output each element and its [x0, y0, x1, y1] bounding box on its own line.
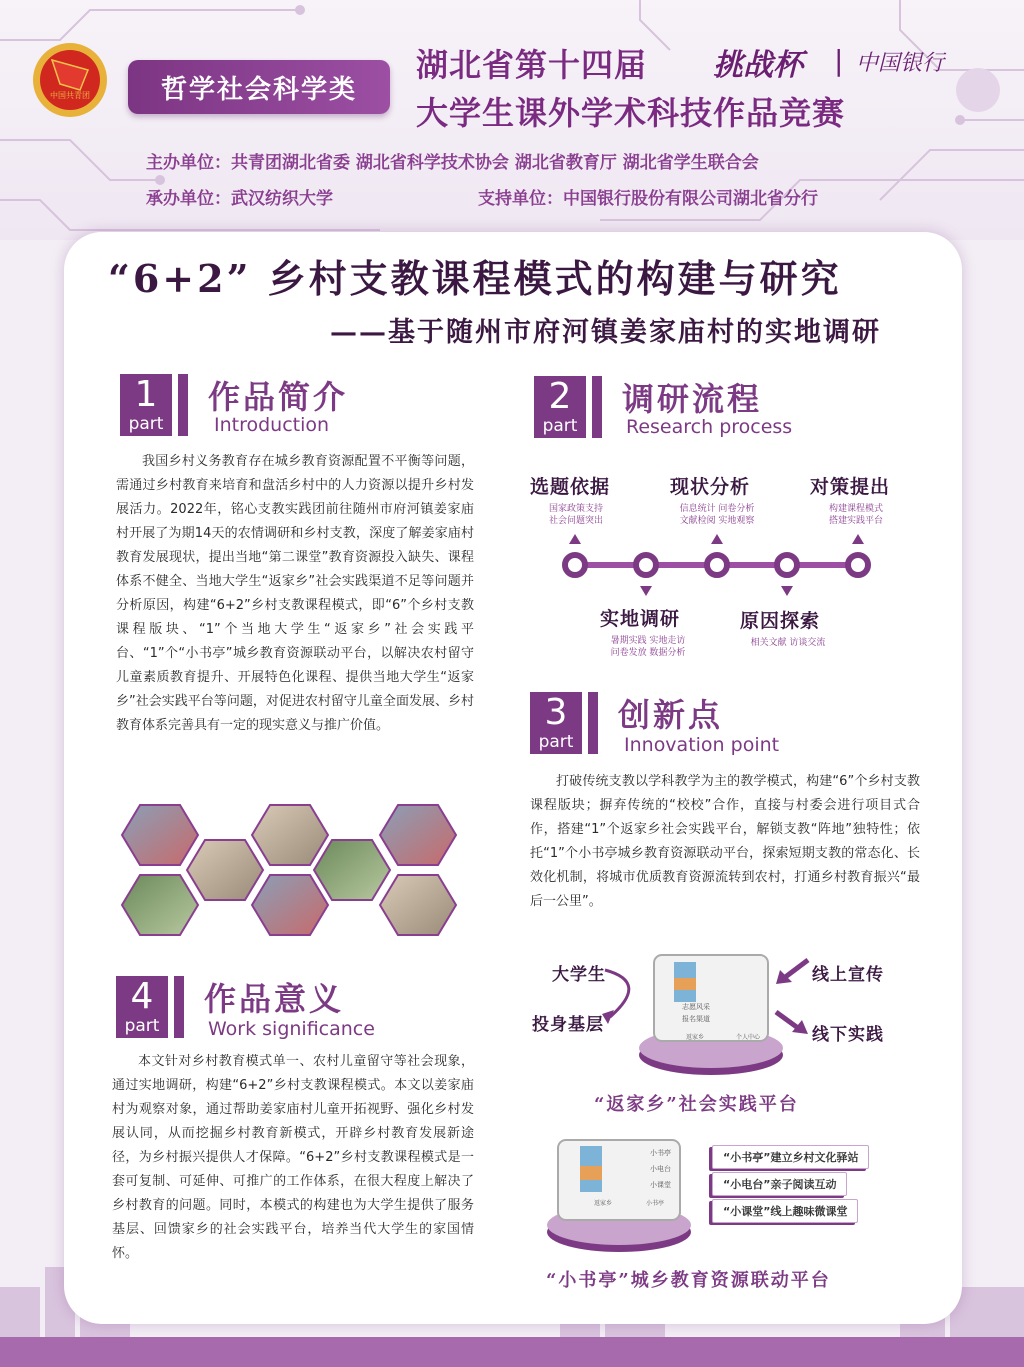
section2-part-word: part: [542, 416, 578, 436]
flow-arrow-down-4: [781, 586, 793, 596]
section2-part-badge: [534, 376, 586, 438]
youth-league-emblem-icon: [30, 40, 110, 120]
photo-4: [314, 840, 390, 900]
flow-stage-5: 对策提出: [810, 476, 891, 498]
platform2-screen-item-1: 小书亭: [650, 1149, 671, 1157]
supporter-unit: 支持单位：中国银行股份有限公司湖北省分行: [478, 189, 818, 209]
platform2-screen-footer-1: 返家乡: [594, 1200, 613, 1207]
flow-arrow-up-1: [569, 534, 581, 544]
photo-2: [187, 840, 263, 900]
label-students: 大学生: [552, 965, 606, 985]
flow-timeline: [540, 530, 890, 600]
flow-stage-1-notes: [538, 503, 614, 527]
flow-note-3b: 文献检阅 实地观察: [679, 516, 755, 526]
section1-title-en: Introduction: [214, 414, 330, 436]
platform2-device: [544, 1136, 694, 1256]
flow-stage-4: 原因探索: [740, 610, 821, 632]
section3-part-word: part: [538, 732, 574, 752]
section3-part-badge: [530, 692, 582, 754]
section1-part-word: part: [128, 414, 164, 434]
arrow-in-icon: [774, 958, 810, 988]
section4-text: 本文针对乡村教育模式单一、农村儿童留守等社会现象，通过实地调研，构建“6+2”乡村支教课程模式。本文以姜家庙村为观察对象，通过帮助姜家庙村儿童开拓视野、强化乡村发展认同，从而挖掘乡村教育新模式，开辟乡村教育发展新途径，为乡村振兴提供人才保障。“6+2”乡村支教课程模式是一套可复制、可延伸、可推广的工作体系，在很大程度上解决了乡村教育的问题。同时，本模式的构建也为大学生提供了服务基层、回馈家乡的社会实践平台，培养当代大学生的家国情怀。: [112, 1054, 474, 1261]
section1-part-badge: [120, 374, 172, 436]
competition-title-line2: 大学生课外学术科技作品竞赛: [416, 94, 846, 132]
platform1-title: “返家乡”社会实践平台: [594, 1094, 799, 1115]
section3-number: 3: [544, 692, 568, 733]
section1-title: 作品简介: [208, 378, 349, 416]
page-subtitle: ——基于随州市府河镇姜家庙村的实地调研: [330, 317, 881, 348]
photo-collage: [120, 800, 460, 940]
flow-note-1b: 社会问题突出: [548, 516, 603, 526]
bank-logo: 中国银行: [856, 51, 945, 76]
flow-stage-5-notes: [818, 503, 894, 527]
platform2-tag-3: “小课堂”线上趣味微课堂: [712, 1199, 858, 1223]
flow-note-2a: 暑期实践 实地走访: [610, 636, 686, 646]
section3-bar: [588, 692, 598, 754]
section3-title: 创新点: [618, 696, 724, 734]
flow-arrow-up-3: [711, 534, 723, 544]
section3-title-en: Innovation point: [624, 734, 780, 756]
platform2-screen-item-3: 小课堂: [650, 1181, 671, 1189]
arrow-out-icon: [774, 1008, 810, 1038]
section1-text: 我国乡村义务教育存在城乡教育资源配置不平衡等问题，需通过乡村教育来培育和盘活乡村中的人力资源以提升乡村发展活力。2022年，铭心支教实践团前往随州市府河镇姜家庙村开展了为期14天的农情调研和乡村支教，深度了解姜家庙村教育发展现状，提出当地“第二课堂”教育资源投入缺失、课程体系不健全、当地大学生“返家乡”社会实践渠道不足等问题并分析原因，构建“6+2”乡村支教课程模式，即“6”个乡村支教课程版块、“1”个当地大学生“返家乡”社会实践平台、“1”个“小书亭”城乡教育资源联动平台，以解决农村留守儿童素质教育提升、开展特色化课程、提供当地大学生“返家乡”社会实践平台等问题，对促进农村留守儿童全面发展、乡村教育体系完善具有一定的现实意义与推广价值。: [116, 454, 474, 733]
photo-7: [252, 875, 328, 935]
section2-title-en: Research process: [626, 416, 793, 438]
photo-6: [122, 875, 198, 935]
flow-arrow-up-5: [852, 534, 864, 544]
platform1-screen-footer-1: 返家乡: [686, 1034, 705, 1041]
platform2-screen-footer-2: 小书亭: [646, 1200, 665, 1207]
section1-number: 1: [134, 374, 158, 415]
photo-5: [380, 805, 456, 865]
section4-title-en: Work significance: [208, 1018, 375, 1040]
section4-title: 作品意义: [204, 980, 345, 1018]
section4-part-word: part: [124, 1016, 160, 1036]
flow-node-2: [636, 555, 656, 575]
photo-3: [252, 805, 328, 865]
label-online: 线上宣传: [812, 965, 884, 985]
flow-stage-4-notes: [740, 637, 836, 649]
emblem-text: 中国共青团: [50, 91, 90, 100]
flow-node-1: [565, 555, 585, 575]
title-separator: |: [834, 44, 844, 77]
section2-number: 2: [548, 376, 572, 417]
page-title: “6+2” 乡村支教课程模式的构建与研究: [108, 256, 842, 301]
label-grassroots: 投身基层: [532, 1015, 604, 1035]
section4-part-badge: [116, 976, 168, 1038]
organizer-unit: 承办单位：武汉纺织大学: [146, 189, 333, 209]
section2-bar: [592, 376, 602, 438]
section4-number: 4: [130, 976, 154, 1017]
platform1-screen-item-1: 志愿风采: [682, 1003, 710, 1011]
flow-node-5: [848, 555, 868, 575]
section2-title: 调研流程: [622, 380, 763, 418]
flow-note-2b: 问卷发放 数据分析: [610, 648, 686, 658]
flow-node-4: [777, 555, 797, 575]
flow-note-4a: 相关文献 访谈交流: [750, 638, 826, 648]
flow-stage-2: 实地调研: [600, 608, 681, 630]
flow-note-5b: 搭建实践平台: [828, 516, 883, 526]
flow-note-5a: 构建课程模式: [828, 504, 883, 514]
platform2-title: “小书亭”城乡教育资源联动平台: [546, 1270, 831, 1291]
photo-1: [122, 805, 198, 865]
flow-arrow-down-2: [640, 586, 652, 596]
platform1-screen-footer-2: 个人中心: [736, 1034, 761, 1041]
competition-title-line1: 湖北省第十四届: [416, 46, 648, 84]
section3-text: 打破传统支教以学科教学为主的教学模式，构建“6”个乡村支教课程版块；摒弃传统的“校校”合作，直接与村委会进行项目式合作，搭建“1”个返家乡社会实践平台，解锁支教“阵地”独特性；依托“1”个小书亭城乡教育资源联动平台，探索短期支教的常态化、长效化机制，将城市优质教育资源流转到农村，打通乡村教育振兴“最后一公里”。: [530, 774, 920, 909]
platform2-screen-item-2: 小电台: [650, 1165, 671, 1173]
photo-8: [380, 875, 456, 935]
section1-bar: [178, 374, 188, 436]
platform1-screen-item-2: 报名渠道: [682, 1015, 710, 1023]
cup-name: 挑战杯: [713, 48, 803, 83]
host-units: 主办单位：共青团湖北省委 湖北省科学技术协会 湖北省教育厅 湖北省学生联合会: [146, 153, 759, 173]
flow-stage-2-notes: [600, 635, 696, 659]
flow-note-1a: 国家政策支持: [548, 504, 603, 514]
label-offline: 线下实践: [812, 1025, 884, 1045]
flow-note-3a: 信息统计 问卷分析: [679, 504, 755, 514]
flow-stage-3-notes: [672, 503, 762, 527]
flow-stage-1: 选题依据: [530, 476, 611, 498]
category-badge: 哲学社会科学类: [128, 60, 390, 114]
platform2-tag-1: “小书亭”建立乡村文化驿站: [712, 1145, 869, 1169]
flow-node-3: [707, 555, 727, 575]
flow-stage-3: 现状分析: [670, 476, 751, 498]
section4-bar: [174, 976, 184, 1038]
platform2-tag-2: “小电台”亲子阅读互动: [712, 1172, 847, 1196]
